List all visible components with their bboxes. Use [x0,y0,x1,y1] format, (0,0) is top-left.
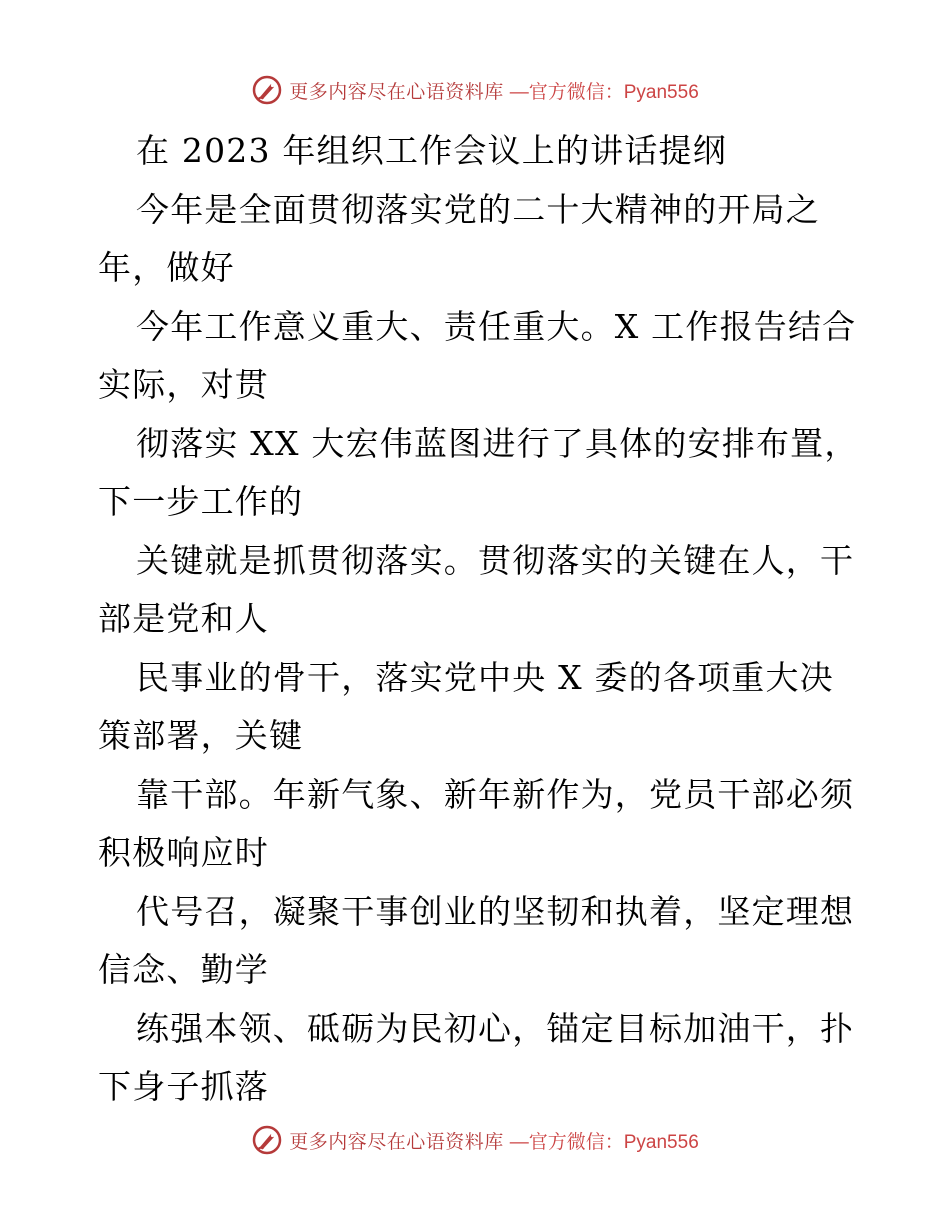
text-line: 练强本领、砥砺为民初心，锚定目标加油干，扑 [136,1008,855,1048]
text-line: 今年工作意义重大、责任重大。X 工作报告结合 [136,306,857,346]
text-line: 实际，对贯 [98,365,269,404]
text-line: 下一步工作的 [98,482,304,521]
footer-watermark [0,1122,950,1158]
pen-nib-logo-icon [251,74,283,106]
document-body [98,122,858,1117]
watermark-main-text: 更多内容尽在心语资料库 [289,80,504,103]
text-line: 信念、勤学 [98,950,269,989]
pen-nib-logo-icon [251,1124,283,1156]
watermark-main-text: 更多内容尽在心语资料库 [289,1130,504,1153]
text-line: 积极响应时 [98,833,269,872]
text-line: 民事业的骨干，落实党中央 X 委的各项重大决 [136,657,834,697]
watermark-suffix-text: —官方微信：Pyan556 [509,1131,699,1153]
watermark-suffix-text: —官方微信：Pyan556 [509,81,699,103]
text-line: 今年是全面贯彻落实党的二十大精神的开局之 [136,189,820,229]
text-line: 彻落实 XX 大宏伟蓝图进行了具体的安排布置， [136,423,859,463]
header-watermark [0,72,950,108]
text-line: 靠干部。年新气象、新年新作为，党员干部必须 [136,774,855,814]
text-line: 下身子抓落 [98,1067,269,1106]
text-line: 部是党和人 [98,599,269,638]
text-line: 策部署，关键 [98,716,304,755]
text-line: 关键就是抓贯彻落实。贯彻落实的关键在人，干 [136,540,855,580]
text-line: 代号召，凝聚干事创业的坚韧和执着，坚定理想 [136,891,855,931]
document-title: 在 2023 年组织工作会议上的讲话提纲 [136,131,727,170]
text-line: 年，做好 [98,248,235,287]
